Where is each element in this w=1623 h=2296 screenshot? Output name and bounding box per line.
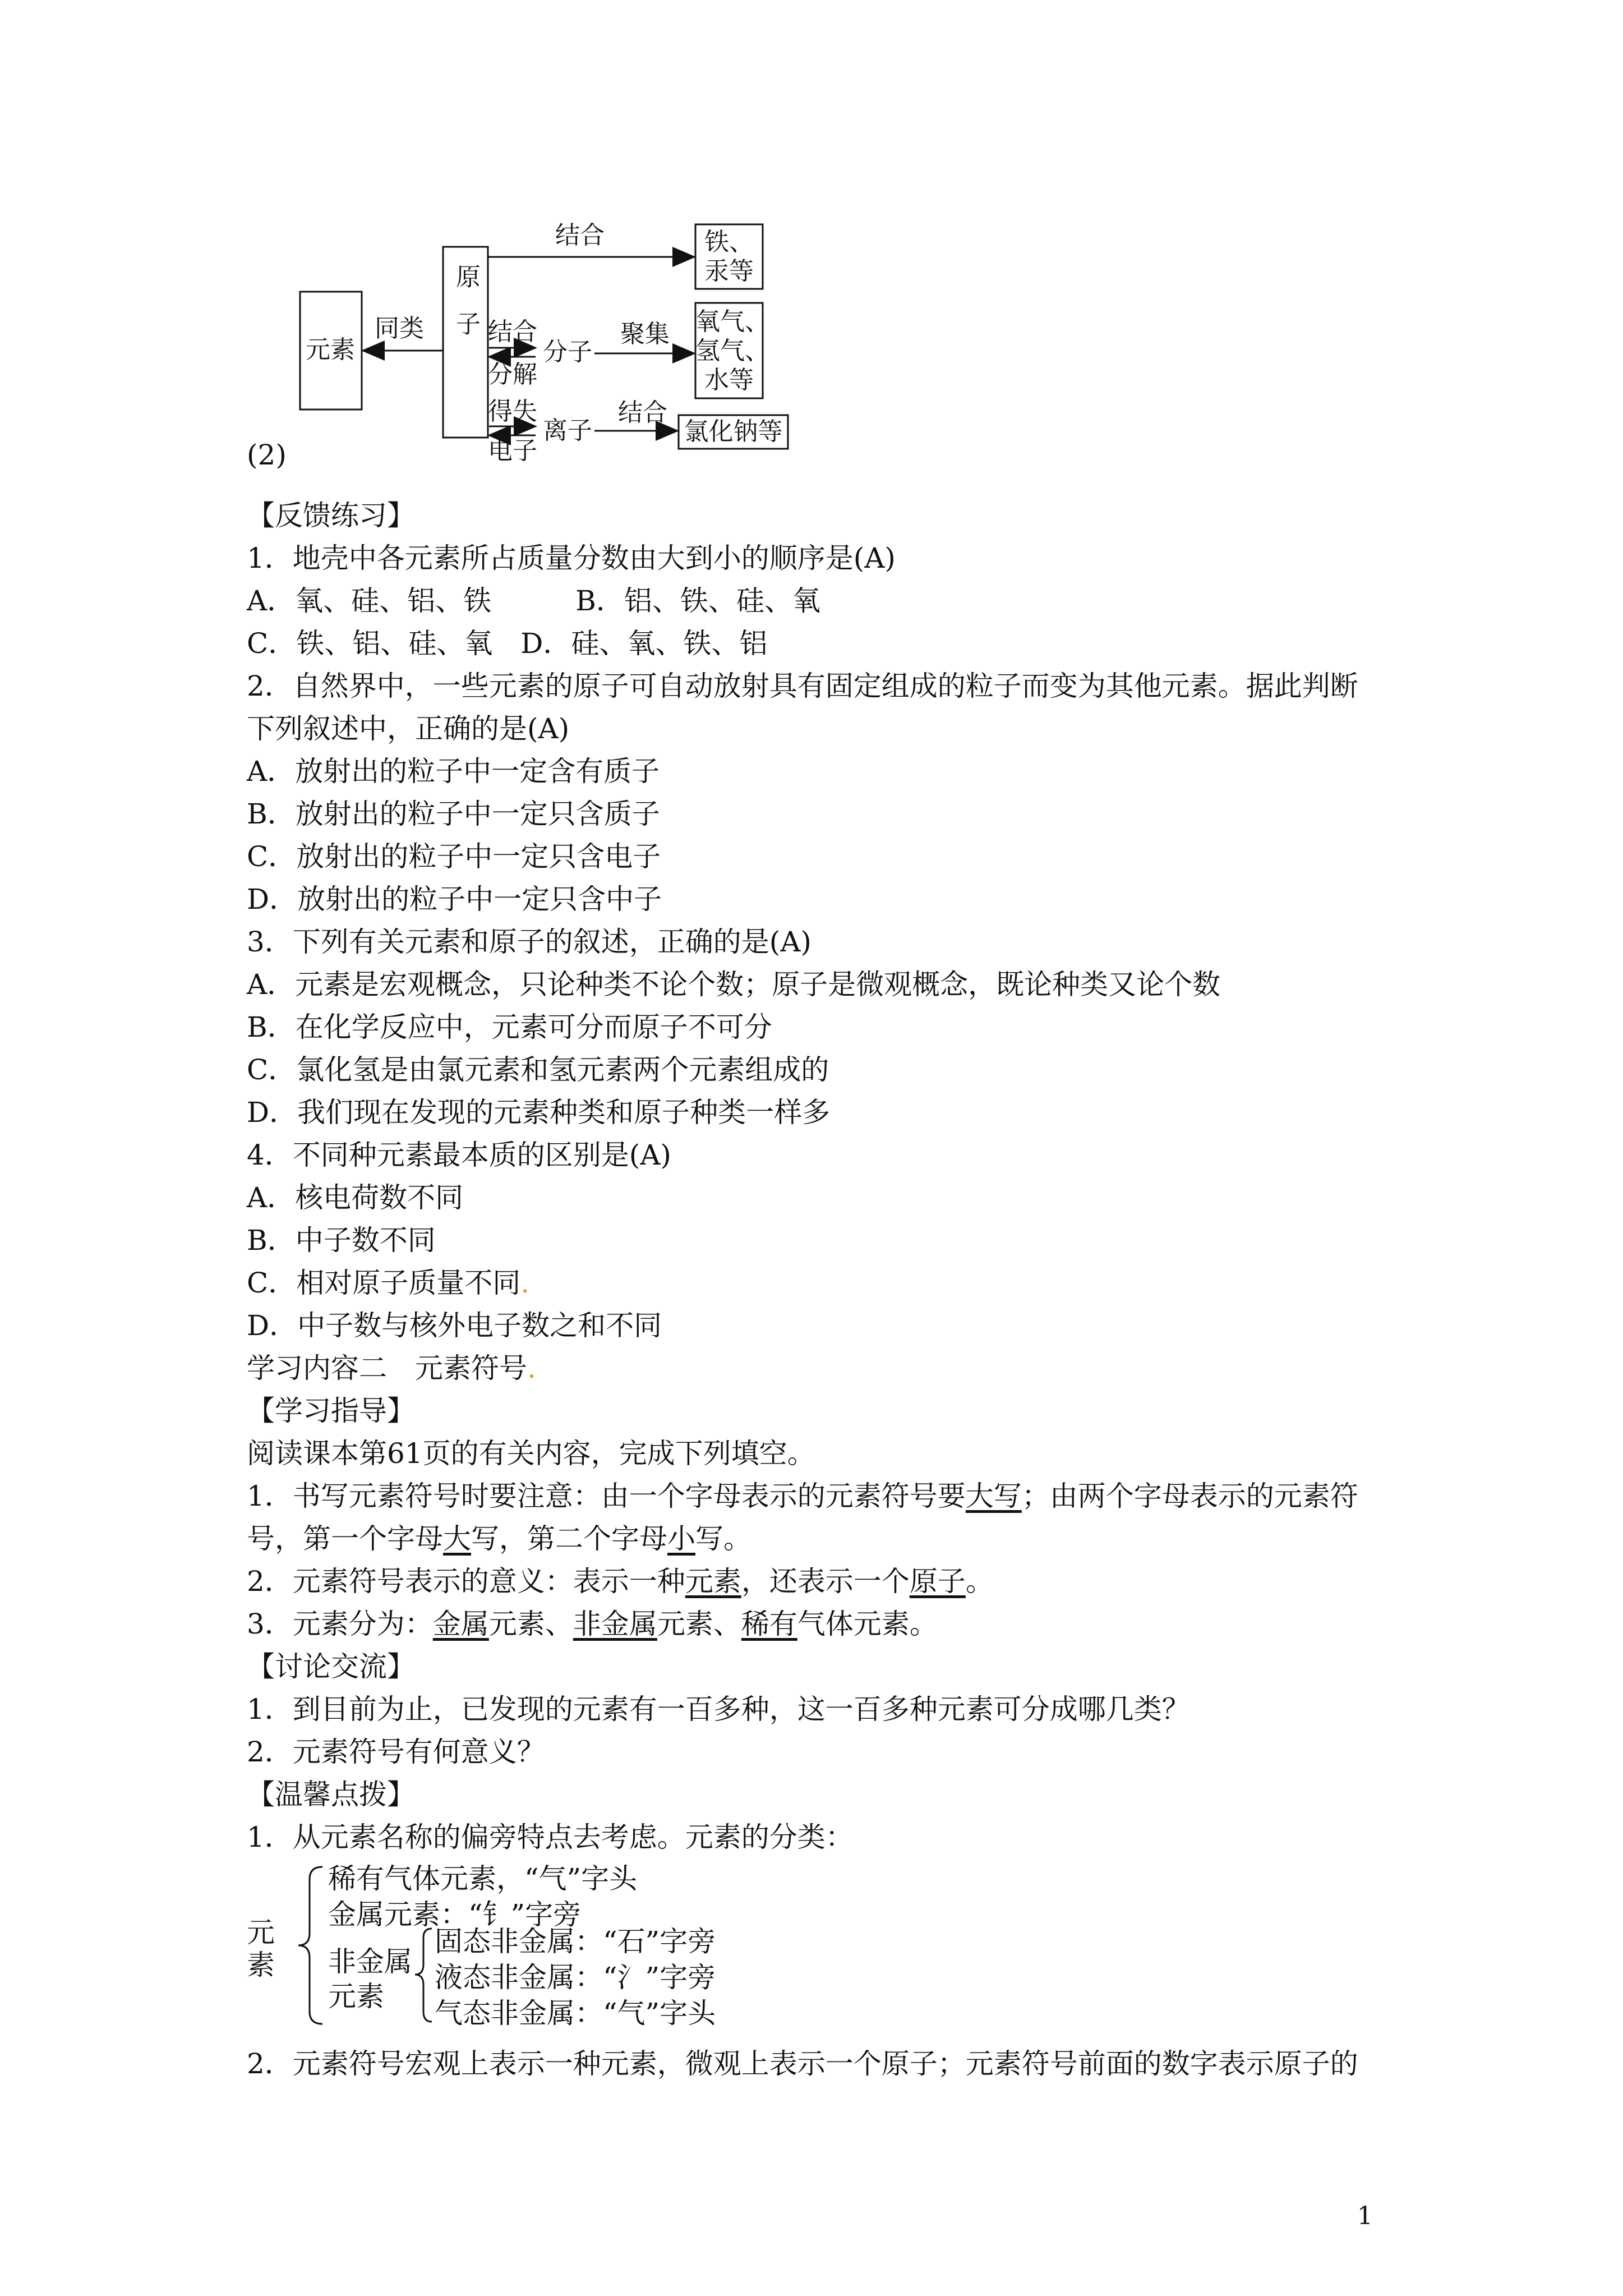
question-2-option-c: C．放射出的粒子中一定只含电子 <box>247 840 661 873</box>
answer-blank: 非金属 <box>573 1608 657 1640</box>
text-segment: 写。 <box>695 1522 751 1555</box>
question-4-option-c-text: C．相对原子质量不同 <box>247 1267 521 1299</box>
tree-liquid-nonmetal: 液态非金属：“氵”字旁 <box>435 1961 716 1994</box>
tip-1: 1．从元素名称的偏旁特点去考虑。元素的分类： <box>247 1821 854 1853</box>
fill-item-3 <box>247 1607 938 1641</box>
gather-label: 聚集 <box>620 320 670 348</box>
text-segment: 3．元素分为： <box>247 1608 433 1640</box>
section-title-symbols-text: 学习内容二 元素符号 <box>247 1352 527 1384</box>
question-2-option-d: D．放射出的粒子中一定只含中子 <box>247 883 662 915</box>
gases-line-3: 水等 <box>704 366 754 394</box>
tree-nonmetal-2: 元素 <box>328 1980 384 2013</box>
tree-root-char-1: 元 <box>247 1916 275 1949</box>
answer-blank: 小 <box>667 1522 695 1555</box>
gases-line-2: 氢气、 <box>695 337 769 365</box>
tree-gas-nonmetal: 气态非金属：“气”字头 <box>435 1997 716 2030</box>
figure-label: (2) <box>247 439 287 471</box>
metals-box-text <box>695 228 763 286</box>
text-segment: 元素、 <box>488 1608 573 1640</box>
text-segment: 写，第二个字母 <box>471 1522 667 1555</box>
answer-blank: 元素 <box>685 1565 741 1598</box>
question-1-options-cd: C．铁、铝、硅、氧 D．硅、氧、铁、铝 <box>247 627 768 660</box>
answer-blank: 稀有 <box>741 1608 797 1640</box>
gases-box-text <box>695 307 769 395</box>
question-3-option-c: C．氯化氢是由氯元素和氢元素两个元素组成的 <box>247 1053 829 1086</box>
question-2-option-a: A．放射出的粒子中一定含有质子 <box>247 755 660 788</box>
question-4-option-d: D．中子数与核外电子数之和不同 <box>247 1309 662 1342</box>
element-label: 元素 <box>306 335 355 364</box>
text-segment: 2．元素符号表示的意义：表示一种 <box>247 1565 685 1598</box>
element-classification-tree <box>247 1862 1032 2031</box>
section-heading-guidance: 【学习指导】 <box>247 1395 415 1427</box>
tree-metal: 金属元素：“钅”字旁 <box>328 1898 582 1931</box>
tree-rare-gas: 稀有气体元素，“气”字头 <box>328 1862 638 1895</box>
same-class-label: 同类 <box>375 314 424 343</box>
question-3-option-d: D．我们现在发现的元素种类和原子种类一样多 <box>247 1096 831 1129</box>
element-atom-diagram <box>292 213 852 465</box>
fill-item-2 <box>247 1564 994 1599</box>
text-segment: ，还表示一个 <box>741 1565 910 1598</box>
text-segment: 号，第一个字母 <box>247 1522 443 1555</box>
combine-mid-label: 结合 <box>488 318 537 346</box>
section-heading-feedback: 【反馈练习】 <box>247 499 415 532</box>
orange-dot-mark: . <box>527 1352 536 1384</box>
section-heading-tips: 【温馨点拨】 <box>247 1778 415 1811</box>
fill-item-1-line-2 <box>247 1521 751 1556</box>
text-segment: 1．书写元素符号时要注意：由一个字母表示的元素符号要 <box>247 1480 966 1512</box>
question-2-line-1: 2．自然界中，一些元素的原子可自动放射具有固定组成的粒子而变为其他元素。据此判断 <box>247 670 1358 702</box>
metals-line-1: 铁、 <box>704 228 754 256</box>
answer-blank: 原子 <box>909 1565 966 1598</box>
question-4-option-a: A．核电荷数不同 <box>247 1181 464 1214</box>
gain-lose-label: 得失 <box>488 397 537 426</box>
molecule-label: 分子 <box>543 338 592 366</box>
question-1: 1．地壳中各元素所占质量分数由大到小的顺序是(A) <box>247 542 896 574</box>
reading-instruction: 阅读课本第61页的有关内容，完成下列填空。 <box>247 1437 815 1470</box>
text-segment: 元素、 <box>657 1608 741 1640</box>
question-3-option-b: B．在化学反应中，元素可分而原子不可分 <box>247 1011 772 1043</box>
tree-solid-nonmetal: 固态非金属：“石”字旁 <box>435 1925 716 1958</box>
tip-2: 2．元素符号宏观上表示一种元素，微观上表示一个原子；元素符号前面的数字表示原子的 <box>247 2047 1358 2080</box>
section-heading-discussion: 【讨论交流】 <box>247 1650 415 1683</box>
salt-box-text: 氯化钠等 <box>684 417 783 446</box>
combine-top-label: 结合 <box>555 221 605 250</box>
text-segment: 。 <box>965 1565 994 1598</box>
gases-line-1: 氧气、 <box>695 307 769 336</box>
question-4-option-c <box>247 1266 529 1300</box>
answer-blank: 大 <box>443 1522 471 1555</box>
question-2-option-b: B．放射出的粒子中一定只含质子 <box>247 798 660 830</box>
electron-label: 电子 <box>488 436 537 465</box>
answer-blank: 金属 <box>432 1608 489 1640</box>
decompose-label: 分解 <box>488 360 537 389</box>
question-2-line-2: 下列叙述中，正确的是(A) <box>247 712 570 745</box>
fill-item-1-line-1 <box>247 1479 1358 1513</box>
tree-nonmetal-1: 非金属 <box>328 1945 412 1978</box>
combine-bottom-label: 结合 <box>618 398 667 427</box>
text-segment: ；由两个字母表示的元素符 <box>1021 1480 1358 1512</box>
answer-blank: 大写 <box>965 1480 1022 1512</box>
text-segment: 气体元素。 <box>797 1608 938 1640</box>
discussion-question-2: 2．元素符号有何意义？ <box>247 1736 545 1768</box>
ion-label: 离子 <box>543 416 592 445</box>
question-1-options-ab: A．氧、硅、铝、铁 B．铝、铁、硅、氧 <box>247 585 820 617</box>
metals-line-2: 汞等 <box>704 257 754 286</box>
tree-root-char-2: 素 <box>247 1949 275 1981</box>
atom-label: 原子 <box>451 264 480 358</box>
section-title-symbols <box>247 1351 536 1386</box>
question-4: 4．不同种元素最本质的区别是(A) <box>247 1139 671 1171</box>
question-3-option-a: A．元素是宏观概念，只论种类不论个数；原子是微观概念，既论种类又论个数 <box>247 968 1221 1001</box>
question-4-option-b: B．中子数不同 <box>247 1224 436 1257</box>
page-number: 1 <box>1357 2202 1373 2230</box>
question-3: 3．下列有关元素和原子的叙述，正确的是(A) <box>247 926 811 958</box>
discussion-question-1: 1．到目前为止，已发现的元素有一百多种，这一百多种元素可分成哪几类？ <box>247 1693 1190 1726</box>
orange-dot-mark: . <box>520 1267 530 1299</box>
